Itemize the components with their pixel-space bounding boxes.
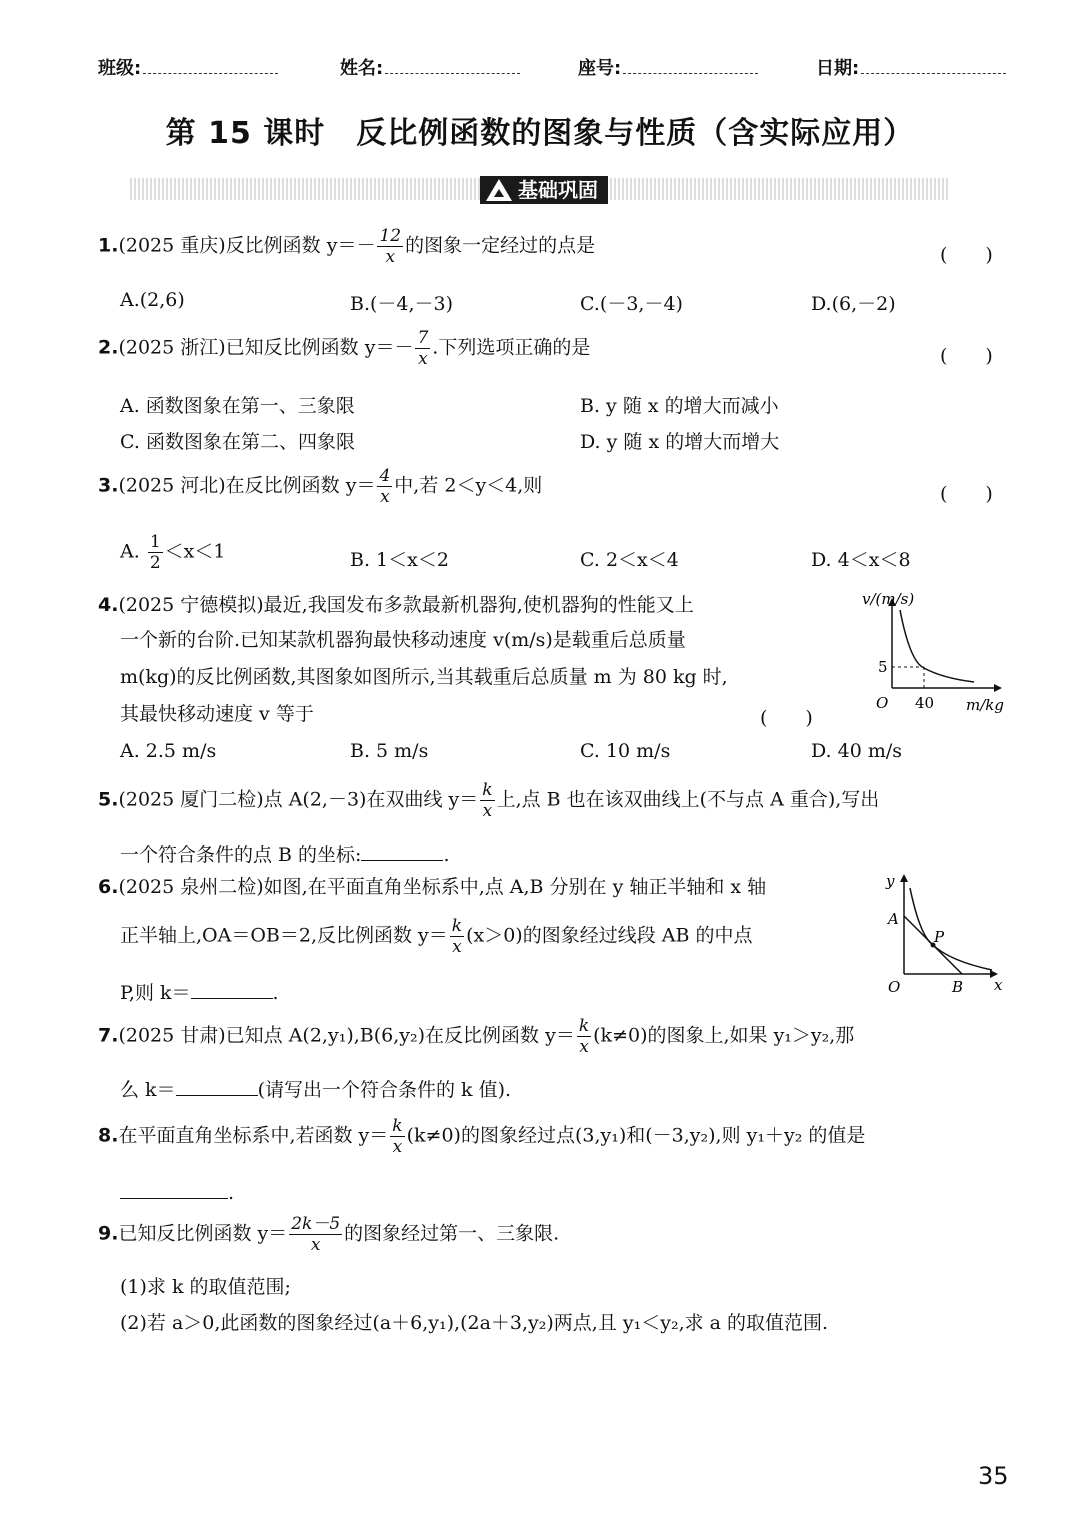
answer-blank[interactable] (176, 1077, 258, 1096)
question-text: 么 k＝ (120, 1079, 176, 1101)
fraction (390, 1116, 404, 1157)
question-3 (98, 466, 542, 507)
denominator: x (452, 937, 462, 957)
question-number: 6. (98, 876, 119, 898)
option-d[interactable]: D. y 随 x 的增大而增大 (580, 431, 780, 453)
question-6-line-2 (120, 916, 753, 957)
question-text: 的图象一定经过的点是 (405, 234, 596, 257)
class-label: 班级: (98, 58, 142, 79)
question-text: 在平面直角坐标系中,若函数 y＝ (118, 1124, 389, 1147)
coordinate-graph (880, 866, 1010, 998)
question-text: .下列选项正确的是 (432, 336, 591, 359)
numerator: 7 (417, 328, 429, 348)
denominator: x (380, 487, 390, 507)
option-a[interactable]: A.(2,6) (120, 289, 185, 311)
question-4-line-3: m(kg)的反比例函数,其图象如图所示,当其载重后总质量 m 为 80 kg 时, (120, 666, 728, 688)
denominator: x (385, 247, 396, 267)
option-d[interactable]: D. 4＜x＜8 (811, 549, 911, 571)
seat-blank[interactable] (623, 57, 758, 74)
answer-parens[interactable]: ( ) (940, 244, 993, 266)
name-label: 姓名: (340, 58, 384, 79)
point-a-label: A (888, 910, 899, 928)
question-text: 正半轴上,OA＝OB＝2,反比例函数 y＝ (120, 924, 448, 947)
question-number: 1. (98, 234, 119, 257)
name-field (340, 54, 520, 80)
velocity-mass-graph (862, 590, 1012, 720)
section-badge-label: 基础巩固 (518, 178, 598, 202)
section-badge (480, 176, 608, 204)
question-number: 3. (98, 474, 119, 497)
question-text: (k≠0)的图象上,如果 y₁＞y₂,那 (593, 1024, 855, 1047)
page-number: 35 (978, 1462, 1009, 1490)
numerator: 4 (379, 466, 391, 486)
option-c[interactable]: C. 2＜x＜4 (580, 549, 679, 571)
x-axis-label: x (994, 976, 1003, 994)
numerator: 1 (149, 532, 161, 552)
punctuation: . (443, 844, 450, 866)
y-axis-label: y (886, 872, 895, 890)
question-number: 7. (98, 1024, 119, 1047)
fraction (377, 466, 392, 507)
question-8 (98, 1116, 865, 1157)
numerator: k (451, 916, 463, 936)
answer-blank[interactable] (191, 980, 273, 999)
question-text: (2025 浙江)已知反比例函数 y＝－ (118, 336, 414, 359)
question-text: (k≠0)的图象经过点(3,y₁)和(－3,y₂),则 y₁＋y₂ 的值是 (406, 1124, 866, 1147)
question-1 (98, 226, 595, 267)
denominator: x (579, 1037, 589, 1057)
option-b[interactable]: B. 1＜x＜2 (350, 549, 449, 571)
question-text: (x＞0)的图象经过线段 AB 的中点 (466, 924, 753, 947)
x-axis-label: m/kg (966, 696, 1004, 714)
x-arrow-icon (994, 684, 1002, 692)
question-text: (2025 泉州二检)如图,在平面直角坐标系中,点 A,B 分别在 y 轴正半轴和 x 轴 (118, 876, 767, 898)
class-field (98, 54, 278, 80)
question-text: (2025 河北)在反比例函数 y＝ (118, 474, 376, 497)
fraction (377, 226, 403, 267)
option-a[interactable]: A. 2.5 m/s (120, 740, 217, 762)
question-6-line-3 (120, 980, 279, 1004)
fraction (415, 328, 430, 369)
page-title: 第 15 课时 反比例函数的图象与性质（含实际应用） (165, 116, 915, 151)
question-9 (98, 1214, 559, 1255)
question-number: 9. (98, 1222, 119, 1245)
fraction (148, 532, 163, 573)
option-c[interactable]: C. 函数图象在第二、四象限 (120, 431, 355, 453)
option-d[interactable]: D.(6,－2) (811, 293, 896, 315)
question-text: (2025 宁德模拟)最近,我国发布多款最新机器狗,使机器狗的性能又上 (118, 594, 694, 616)
origin-label: O (888, 978, 901, 996)
option-a[interactable] (120, 532, 225, 573)
answer-parens[interactable]: ( ) (760, 707, 813, 729)
option-b[interactable]: B.(－4,－3) (350, 293, 454, 315)
question-text: (2025 重庆)反比例函数 y＝－ (118, 234, 376, 257)
question-4-line-4: 其最快移动速度 v 等于 (120, 703, 314, 725)
denominator: x (392, 1137, 403, 1157)
point-b-label: B (952, 978, 964, 996)
option-b[interactable]: B. 5 m/s (350, 740, 429, 762)
y-tick-label: 5 (878, 658, 888, 676)
hyperbola-curve (900, 610, 974, 682)
seat-field (578, 54, 758, 80)
denominator: 2 (149, 553, 161, 573)
y-axis-label: v/(m/s) (862, 590, 915, 608)
question-number: 8. (98, 1124, 119, 1147)
question-7-line-2 (120, 1077, 511, 1101)
punctuation: . (228, 1182, 235, 1204)
numerator: k (392, 1116, 403, 1136)
question-text: 一个符合条件的点 B 的坐标: (120, 844, 362, 866)
option-a-label: A. (120, 540, 146, 563)
numerator: k (578, 1016, 590, 1036)
fraction (450, 916, 464, 957)
option-a-text: ＜x＜1 (164, 540, 226, 563)
question-9-part-1: (1)求 k 的取值范围; (120, 1276, 291, 1298)
question-text: P,则 k＝ (120, 982, 191, 1004)
class-blank[interactable] (143, 57, 278, 74)
question-2 (98, 328, 590, 369)
answer-blank[interactable] (361, 842, 443, 861)
question-7 (98, 1016, 854, 1057)
question-6 (98, 876, 766, 898)
question-4 (98, 594, 694, 616)
question-5 (98, 780, 879, 821)
answer-parens[interactable]: ( ) (940, 483, 993, 505)
date-field (816, 54, 1006, 80)
question-text: (2025 厦门二检)点 A(2,－3)在双曲线 y＝ (118, 788, 479, 811)
question-text: (2025 甘肃)已知点 A(2,y₁),B(6,y₂)在反比例函数 y＝ (118, 1024, 575, 1047)
date-blank[interactable] (861, 57, 1006, 74)
origin-label: O (876, 694, 889, 712)
name-blank[interactable] (385, 57, 520, 74)
seat-label: 座号: (578, 58, 622, 79)
question-5-line-2 (120, 842, 450, 866)
question-8-line-2 (120, 1180, 234, 1204)
fraction (480, 780, 494, 821)
question-4-line-2: 一个新的台阶.已知某款机器狗最快移动速度 v(m/s)是载重后总质量 (120, 629, 686, 651)
option-c[interactable]: C.(－3,－4) (580, 293, 683, 315)
hyperbola-curve (910, 888, 992, 970)
numerator: 2k－5 (291, 1214, 341, 1234)
question-text: 的图象经过第一、三象限. (344, 1222, 560, 1245)
answer-blank[interactable] (120, 1180, 228, 1199)
answer-parens[interactable]: ( ) (940, 345, 993, 367)
option-a[interactable]: A. 函数图象在第一、三象限 (120, 395, 355, 417)
denominator: x (310, 1235, 321, 1255)
fraction (289, 1214, 342, 1255)
question-text: 已知反比例函数 y＝ (118, 1222, 288, 1245)
option-c[interactable]: C. 10 m/s (580, 740, 671, 762)
question-9-part-2: (2)若 a＞0,此函数的图象经过(a＋6,y₁),(2a＋3,y₂)两点,且 y₁＜y₂,求 a 的取值范围. (120, 1312, 829, 1334)
numerator: 12 (379, 226, 402, 246)
y-arrow-icon (900, 874, 908, 882)
x-tick-label: 40 (915, 694, 935, 712)
punctuation: . (272, 982, 279, 1004)
numerator: k (482, 780, 493, 800)
denominator: x (482, 801, 493, 821)
fraction (577, 1016, 591, 1057)
option-b[interactable]: B. y 随 x 的增大而减小 (580, 395, 779, 417)
question-number: 4. (98, 594, 119, 616)
date-label: 日期: (816, 58, 860, 79)
question-text: 中,若 2＜y＜4,则 (394, 474, 543, 497)
question-text: (请写出一个符合条件的 k 值). (257, 1079, 512, 1101)
point-p-label: P (934, 928, 945, 946)
pyramid-icon (486, 179, 512, 201)
option-d[interactable]: D. 40 m/s (811, 740, 903, 762)
question-number: 2. (98, 336, 119, 359)
denominator: x (418, 349, 428, 369)
question-number: 5. (98, 788, 119, 811)
question-text: 上,点 B 也在该双曲线上(不与点 A 重合),写出 (496, 788, 880, 811)
